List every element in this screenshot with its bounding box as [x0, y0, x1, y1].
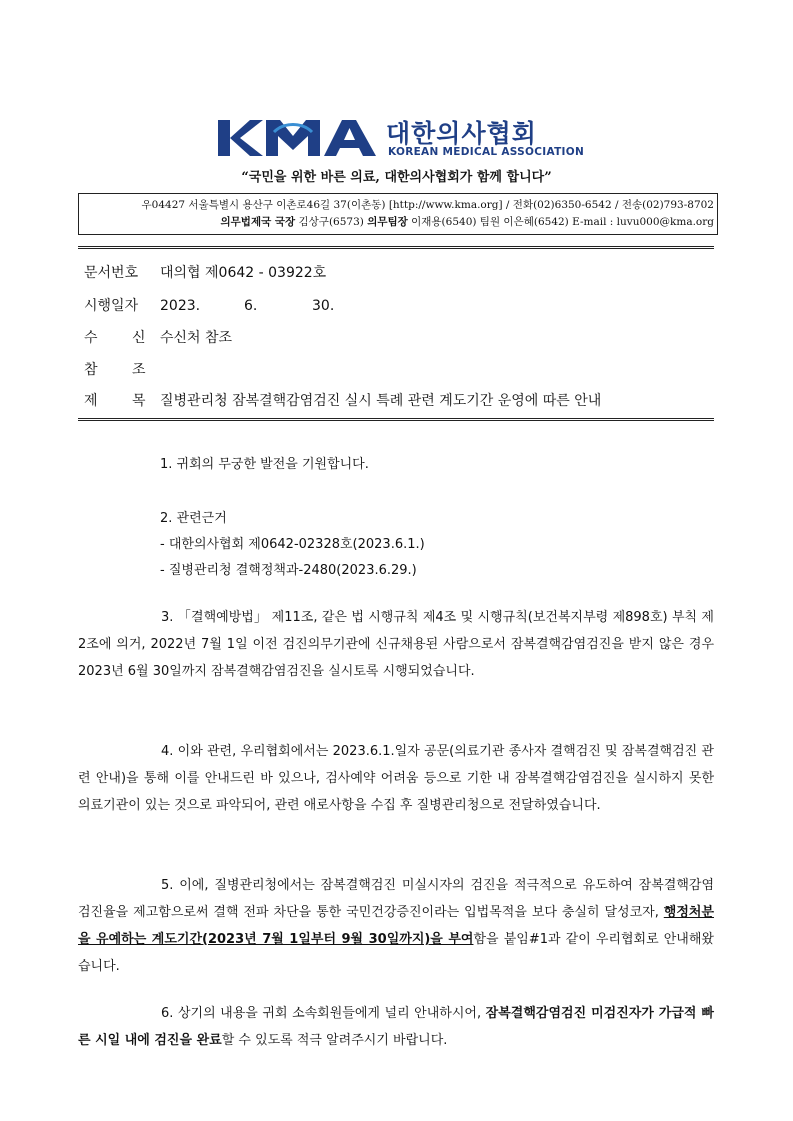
- paragraph-6-text-a: 6. 상기의 내용을 귀회 소속회원들에게 널리 안내하시어,: [161, 1006, 486, 1021]
- kma-logo: [216, 112, 585, 162]
- paragraph-6: [78, 1000, 714, 1054]
- ref-label-b: 조: [132, 362, 146, 378]
- paragraph-4: 4. 이와 관련, 우리협회에서는 2023.6.1.일자 공문(의료기관 종사자 결핵검진 및 잠복결핵검진 관련 안내)을 통해 이를 안내드린 바 있으나, 검사예약 어려움 등으로 기한 내 잠복결핵감염검진을 실시하지 못한 의료기관이 있는 것으로 파악되어, 관련 애로사항을 수집 후 질병관리청으로 전달하였습니다.: [78, 744, 714, 813]
- paragraph-2-title: 2. 관련근거: [160, 511, 227, 526]
- meta-date: [84, 295, 334, 315]
- doc-no-value: 대의협 제0642 - 03922호: [160, 265, 327, 281]
- ref-label-a: 참: [84, 362, 98, 378]
- divider-bottom: [78, 418, 714, 422]
- recipient-label-b: 신: [132, 330, 146, 346]
- subject-label-b: 목: [132, 393, 146, 409]
- meta-doc-no: [84, 262, 326, 282]
- address-line: 우04427 서울특별시 용산구 이촌로46길 37(이촌동) [http://www.kma.org] / 전화(02)6350-6542 / 전송(02)793-8702: [141, 199, 714, 211]
- date-year: 2023.: [160, 298, 201, 314]
- paragraph-6-emphasis: 잠복결핵감염검진 미검진자가 가급적 빠른 시일 내에 검진을 완료: [78, 1006, 714, 1048]
- date-month: 6.: [244, 298, 258, 314]
- logo-korean-name: 대한의사협회: [386, 119, 537, 148]
- date-day: 30.: [312, 298, 335, 314]
- paragraph-6-text-c: 할 수 있도록 적극 알려주시기 바랍니다.: [221, 1033, 448, 1048]
- paragraph-5-text-a: 5. 이에, 질병관리청에서는 잠복결핵검진 미실시자의 검진을 적극적으로 유도하여 잠복결핵감염 검진율을 제고함으로써 결핵 전파 차단을 통한 국민건강증진이라는 입법목적을 보다 충실히 달성코자,: [78, 878, 714, 920]
- slogan: “국민을 위한 바른 의료, 대한의사협회가 함께 합니다”: [241, 170, 552, 185]
- meta-subject: [84, 390, 601, 410]
- contact-label-director: 의무법제국 국장: [220, 216, 296, 228]
- subject-label-a: 제: [84, 393, 98, 409]
- logo-english-name: KOREAN MEDICAL ASSOCIATION: [388, 146, 585, 158]
- divider-top: [78, 246, 714, 250]
- meta-reference: [84, 359, 146, 379]
- address-box: [78, 193, 718, 235]
- meta-recipient: [84, 327, 232, 347]
- contact-line: [79, 214, 714, 231]
- paragraph-5-emphasis: 행정처분을 유예하는 계도기간(2023년 7월 1일부터 9월 30일까지)을 부여: [78, 905, 714, 947]
- paragraph-5: [78, 872, 714, 980]
- paragraph-5-text-c: 함을 붙임#1과 같이 우리협회로 안내해왔습니다.: [78, 932, 714, 974]
- paragraph-2-ref-b: - 질병관리청 결핵정책과-2480(2023.6.29.): [160, 563, 417, 578]
- date-label: 시행일자: [84, 298, 139, 314]
- paragraph-3: 3. 「결핵예방법」 제11조, 같은 법 시행규칙 제4조 및 시행규칙(보건복지부령 제898호) 부칙 제2조에 의거, 2022년 7월 1일 이전 검진의무기관에 신규채용된 사람으로서 잠복결핵감염검진을 받지 않은 경우 2023년 6월 30일까지 잠복결핵감염검진을 실시토록 시행되었습니다.: [78, 610, 714, 679]
- kma-logo-mark: [216, 116, 381, 160]
- subject-value: 질병관리청 잠복결핵감염검진 실시 특례 관련 계도기간 운영에 따른 안내: [160, 393, 602, 409]
- doc-no-label: 문서번호: [84, 265, 139, 281]
- recipient-value: 수신처 참조: [160, 330, 233, 346]
- paragraph-1: 1. 귀회의 무궁한 발전을 기원합니다.: [160, 457, 369, 472]
- contact-name-director: 김상구(6573): [298, 216, 364, 228]
- paragraph-2-ref-a: - 대한의사협회 제0642-02328호(2023.6.1.): [160, 537, 425, 552]
- contact-rest: 이재용(6540) 팀원 이은혜(6542) E-mail : luvu000@kma.org: [411, 216, 714, 228]
- contact-label-team-lead: 의무팀장: [367, 216, 408, 228]
- recipient-label-a: 수: [84, 330, 98, 346]
